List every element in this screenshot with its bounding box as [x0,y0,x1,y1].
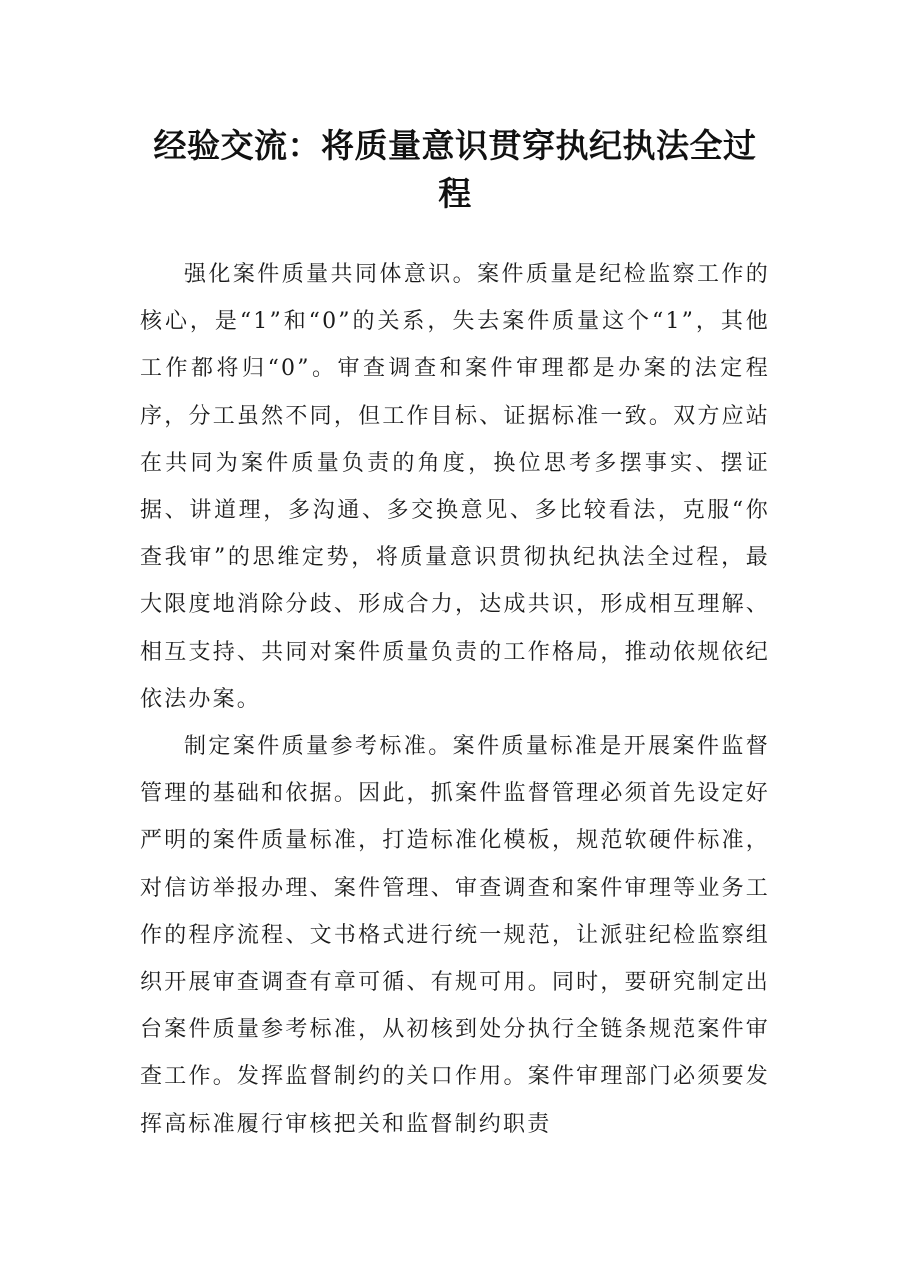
document-title: 经验交流：将质量意识贯穿执纪执法全过程 [153,126,757,213]
document-body [140,251,770,1148]
paragraph: 制定案件质量参考标准。案件质量标准是开展案件监督管理的基础和依据。因此，抓案件监督管理必须首先设定好严明的案件质量标准，打造标准化模板，规范软硬件标准，对信访举报办理、案件管理、审查调查和案件审理等业务工作的程序流程、文书格式进行统一规范，让派驻纪检监察组织开展审查调查有章可循、有规可用。同时，要研究制定出台案件质量参考标准，从初核到处分执行全链条规范案件审查工作。发挥监督制约的关口作用。案件审理部门必须要发挥高标准履行审核把关和监督制约职责 [140,734,770,1137]
paragraph: 强化案件质量共同体意识。案件质量是纪检监察工作的核心，是“1”和“0”的关系，失去案件质量这个“1”，其他工作都将归“0”。审查调查和案件审理都是办案的法定程序，分工虽然不同，但工作目标、证据标准一致。双方应站在共同为案件质量负责的角度，换位思考多摆事实、摆证据、讲道理，多沟通、多交换意见、多比较看法，克服“你查我审”的思维定势，将质量意识贯彻执纪执法全过程，最大限度地消除分歧、形成合力，达成共识，形成相互理解、相互支持、共同对案件质量负责的工作格局，推动依规依纪依法办案。 [140,262,770,712]
